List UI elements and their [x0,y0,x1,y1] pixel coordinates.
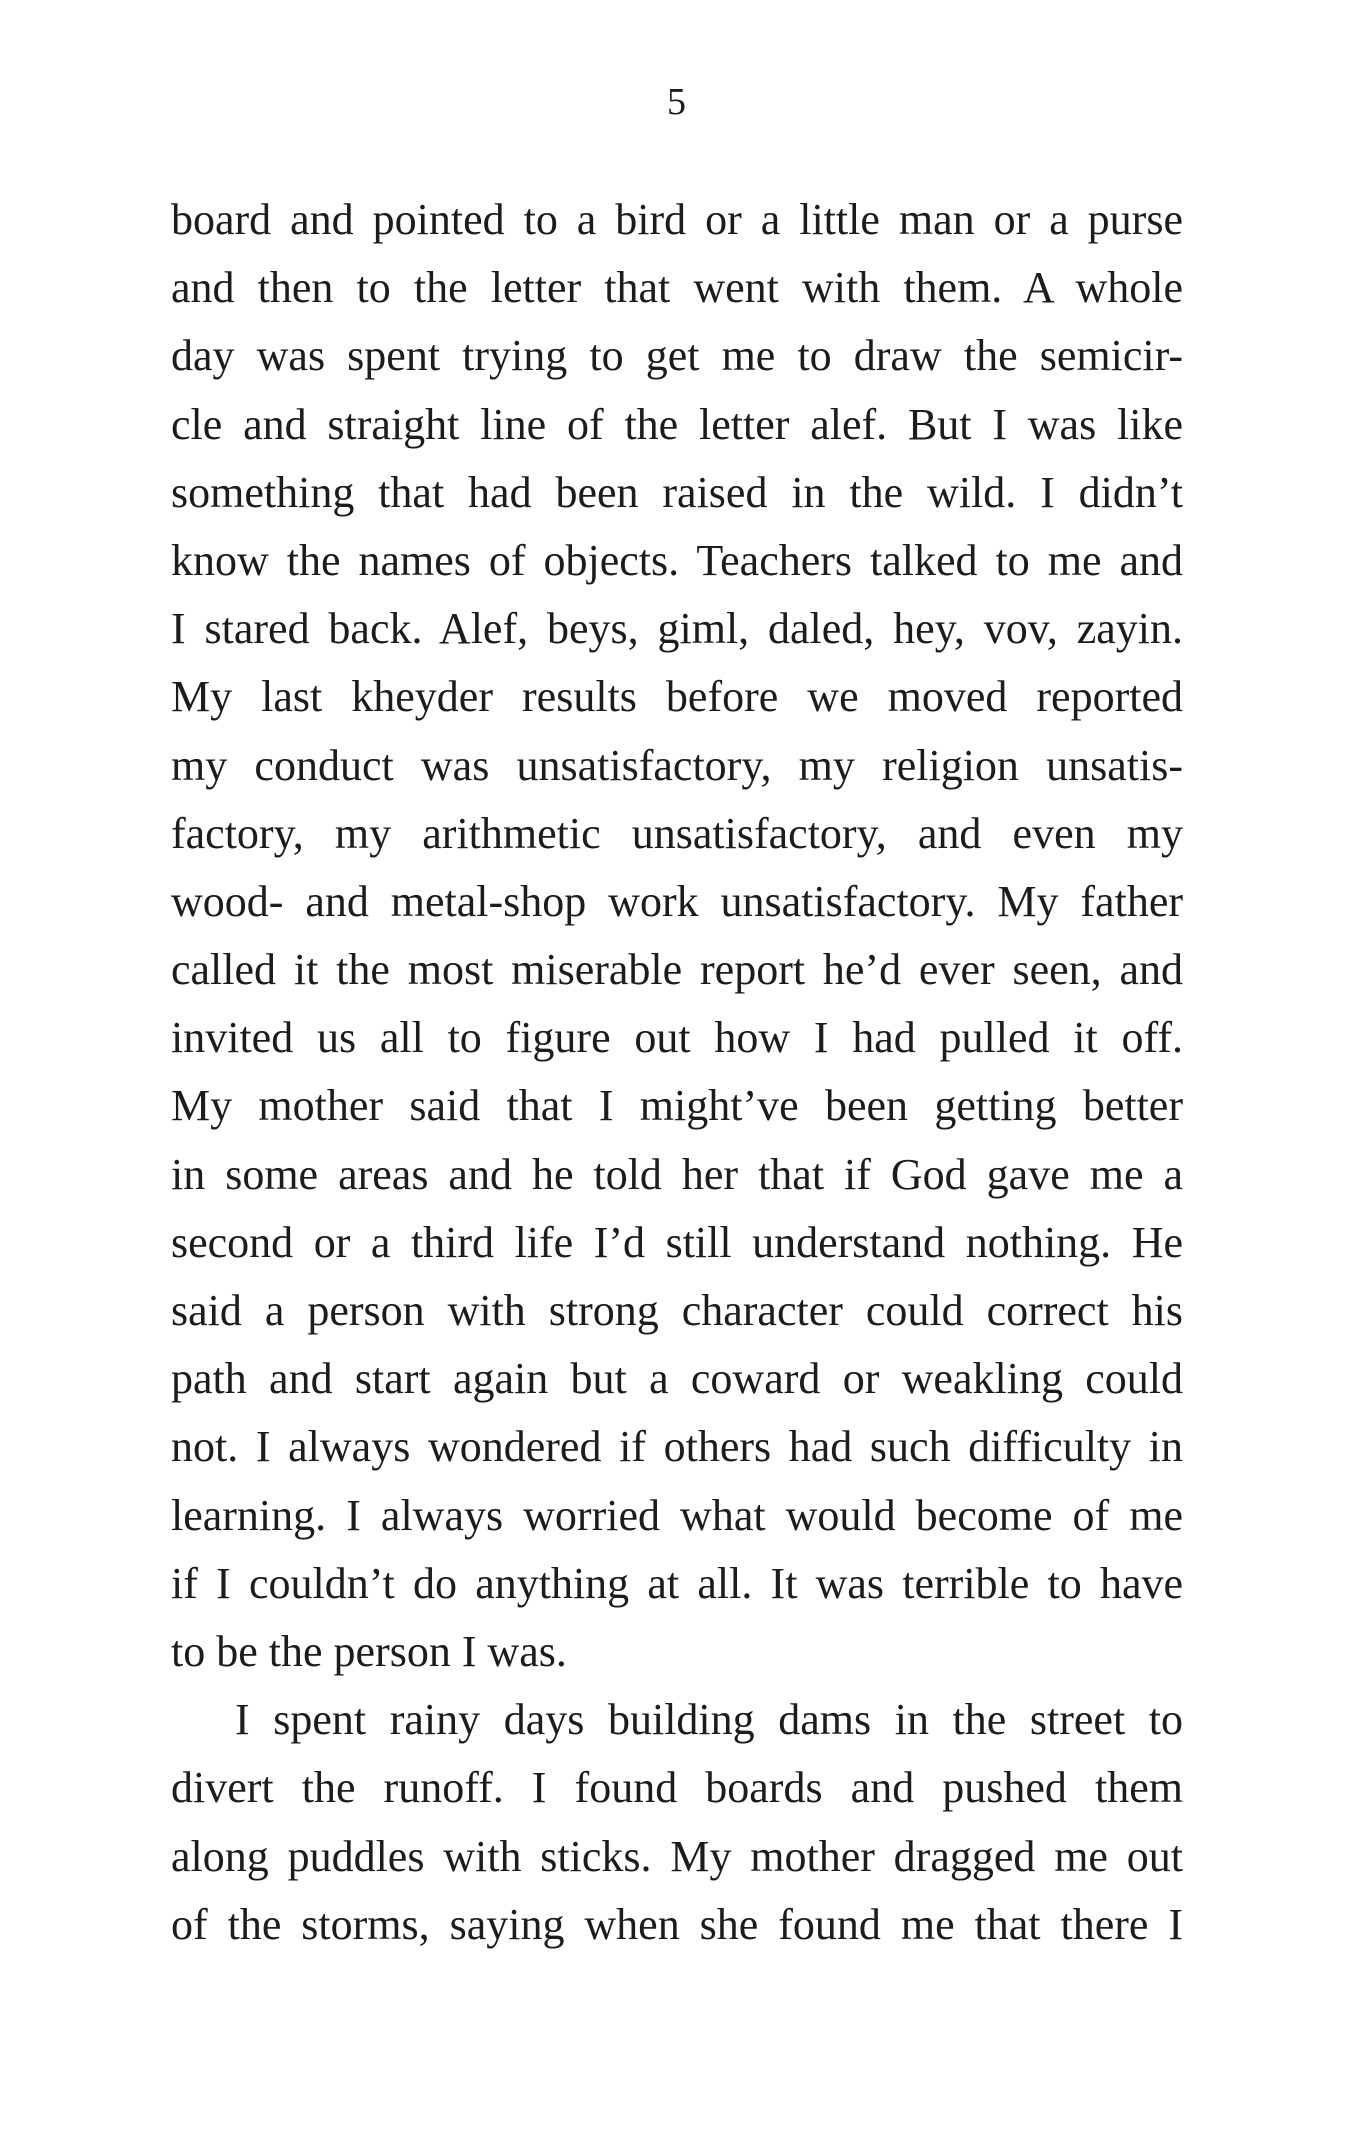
text-line: along puddles with sticks. My mother dragged me out [171,1831,1183,1881]
text-line: and then to the letter that went with them. A whole [171,263,1183,313]
text-line: my conduct was unsatisfactory, my religion unsatis- [171,740,1183,790]
text-line: My mother said that I might’ve been getting better [171,1081,1183,1131]
text-line: cle and straight line of the letter alef. But I was like [171,399,1183,449]
text-line: divert the runoff. I found boards and pushed them [171,1763,1183,1813]
text-line: know the names of objects. Teachers talked to me and [171,535,1183,585]
text-line: path and start again but a coward or weakling could [171,1354,1183,1404]
text-line: if I couldn’t do anything at all. It was terrible to have [171,1558,1183,1608]
text-line: not. I always wondered if others had such difficulty in [171,1422,1183,1472]
text-line: board and pointed to a bird or a little man or a purse [171,195,1183,244]
text-line: day was spent trying to get me to draw the semicir- [171,331,1183,381]
text-line: I stared back. Alef, beys, giml, daled, hey, vov, zayin. [171,604,1183,654]
text-line: of the storms, saying when she found me that there I [171,1899,1183,1949]
text-line: invited us all to figure out how I had pulled it off. [171,1013,1183,1063]
text-line: something that had been raised in the wild. I didn’t [171,467,1183,517]
text-line: learning. I always worried what would become of me [171,1490,1183,1540]
paragraph-2 [171,1686,1183,1959]
paragraph-1 [171,186,1183,1686]
body-text [171,186,1183,1959]
text-line: second or a third life I’d still understand nothing. He [171,1217,1183,1267]
text-line: wood- and metal-shop work unsatisfactory. My father [171,876,1183,926]
text-line: said a person with strong character could correct his [171,1286,1183,1335]
text-line: in some areas and he told her that if God gave me a [171,1149,1183,1199]
page-number: 5 [667,81,686,123]
text-line: to be the person I was. [171,1626,567,1676]
text-line: My last kheyder results before we moved reported [171,672,1183,722]
text-line: I spent rainy days building dams in the street to [235,1695,1183,1745]
text-line: called it the most miserable report he’d ever seen, and [171,945,1183,995]
text-line: factory, my arithmetic unsatisfactory, and even my [171,808,1183,858]
